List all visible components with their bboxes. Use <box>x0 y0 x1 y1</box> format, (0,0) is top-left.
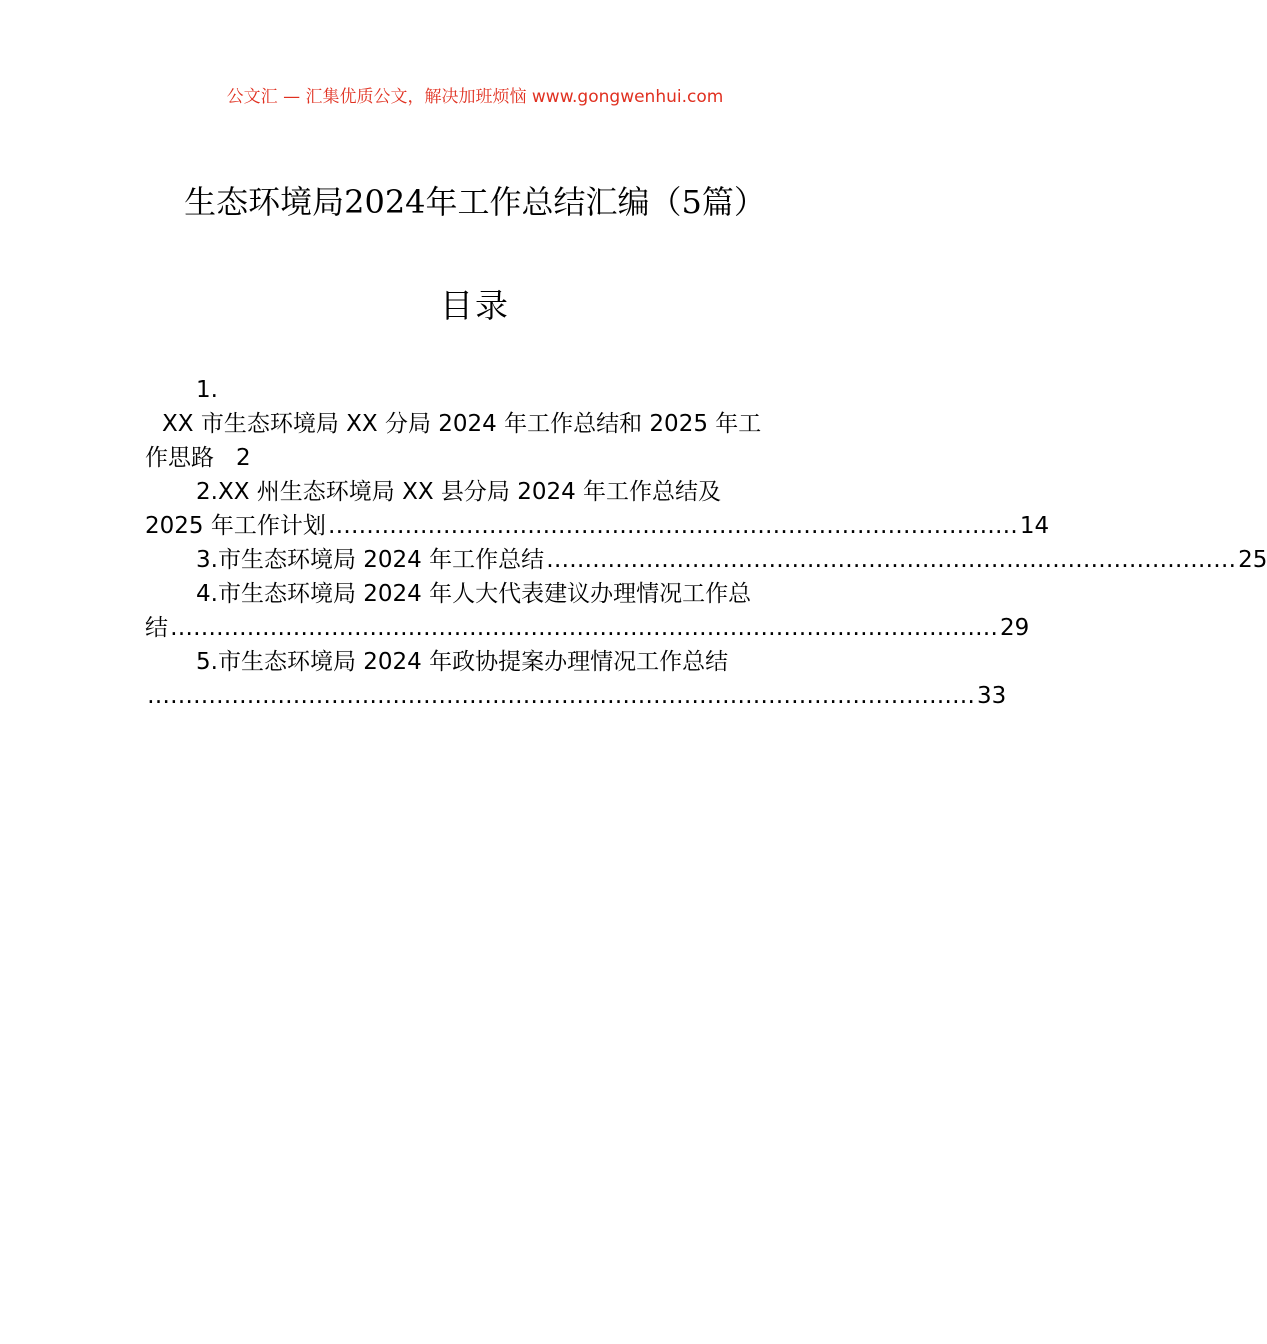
toc-entry-2-leader: ……………………………………………………………………………… <box>327 513 1018 539</box>
toc-entry-3-leader: ……………………………………………………………………………… <box>546 547 1237 573</box>
toc-entry-4-line1[interactable]: 4.市生态环境局 2024 年人大代表建议办理情况工作总 <box>196 581 752 607</box>
toc-entry-4-text: 结 <box>145 615 168 641</box>
toc-entry-1-number[interactable]: 1. <box>196 377 218 403</box>
toc-entry-5-line2[interactable] <box>145 679 1007 713</box>
toc-entry-1-page: 2 <box>236 445 251 471</box>
toc-heading: 目录 <box>440 286 510 325</box>
toc-entry-4-page: 29 <box>1000 615 1030 641</box>
toc-entry-3[interactable] <box>145 543 1267 577</box>
toc-entry-4-line2[interactable] <box>145 611 1030 645</box>
toc-entry-3-page: 25 <box>1238 547 1267 573</box>
toc-entry-1-line1[interactable]: XX 市生态环境局 XX 分局 2024 年工作总结和 2025 年工 <box>162 411 762 437</box>
toc-entry-4-leader: ……………………………………………………………………………………………… <box>170 615 998 641</box>
table-of-contents <box>145 373 1267 713</box>
document-title: 生态环境局2024年工作总结汇编（5篇） <box>184 183 766 221</box>
toc-entry-5-leader: ……………………………………………………………………………………………… <box>147 683 975 709</box>
toc-entry-2-page: 14 <box>1019 513 1050 539</box>
toc-entry-3-text: 3.市生态环境局 2024 年工作总结 <box>196 547 545 573</box>
toc-entry-2-line2[interactable] <box>145 509 1050 543</box>
toc-entry-2-line1[interactable]: 2.XX 州生态环境局 XX 县分局 2024 年工作总结及 <box>196 479 722 505</box>
toc-entry-1-line2[interactable] <box>145 441 806 475</box>
toc-entry-1-text: 作思路 <box>145 445 214 471</box>
header-banner: 公文汇 — 汇集优质公文，解决加班烦恼 www.gongwenhui.com <box>226 87 724 107</box>
toc-entry-5-page: 33 <box>977 683 1007 709</box>
toc-entry-2-text: 2025 年工作计划 <box>145 513 326 539</box>
toc-entry-5-line1[interactable]: 5.市生态环境局 2024 年政协提案办理情况工作总结 <box>196 649 729 675</box>
